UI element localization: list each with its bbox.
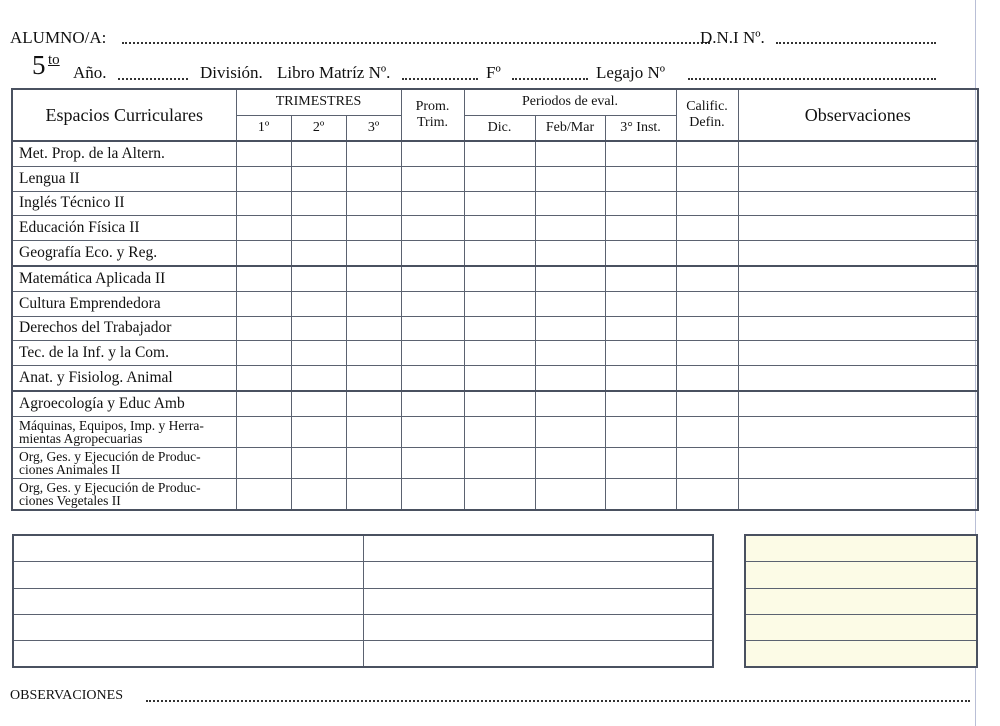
folio-field[interactable] (512, 78, 588, 80)
extra-cell[interactable] (363, 614, 713, 640)
extra-cell[interactable] (363, 588, 713, 614)
col-header-subjects: Espacios Curriculares (12, 89, 236, 141)
highlighted-row (745, 614, 977, 640)
extra-row (13, 535, 713, 562)
subject-name-line: ciones Animales II (19, 461, 121, 477)
subject-name: Geografía Eco. y Reg. (12, 241, 236, 266)
grade-cell[interactable] (236, 316, 291, 341)
grade-cell[interactable] (676, 241, 738, 266)
extra-grid (12, 534, 714, 668)
col-header-trimestres: TRIMESTRES (236, 89, 401, 115)
grade-cell[interactable] (738, 366, 978, 391)
grade-cell[interactable] (291, 447, 346, 478)
subject-row (12, 416, 978, 447)
grade-cell[interactable] (676, 166, 738, 191)
subject-name: Tec. de la Inf. y la Com. (12, 341, 236, 366)
highlighted-cell[interactable] (745, 562, 977, 588)
prom-line1: Prom. (415, 98, 450, 114)
grade-cell[interactable] (346, 166, 401, 191)
grade-cell[interactable] (676, 316, 738, 341)
subject-row (12, 447, 978, 478)
col-header-trim-3: 3º (346, 115, 401, 141)
subject-row (12, 266, 978, 291)
grade-cell[interactable] (291, 316, 346, 341)
division-label: División. (200, 63, 263, 82)
alumno-field[interactable] (122, 42, 710, 44)
grade-cell[interactable] (346, 191, 401, 216)
grade-cell[interactable] (464, 191, 535, 216)
grade-cell[interactable] (676, 216, 738, 241)
subject-row (12, 341, 978, 366)
grade-cell[interactable] (535, 141, 605, 166)
subject-row (12, 166, 978, 191)
extra-cell[interactable] (13, 535, 363, 562)
highlighted-cell[interactable] (745, 588, 977, 614)
grade-cell[interactable] (535, 366, 605, 391)
grade-cell[interactable] (605, 241, 676, 266)
grade-cell[interactable] (346, 316, 401, 341)
grade-cell[interactable] (346, 241, 401, 266)
extra-row (13, 588, 713, 614)
grade-cell[interactable] (236, 241, 291, 266)
grade-cell[interactable] (291, 391, 346, 416)
grade-cell[interactable] (605, 478, 676, 510)
grade-cell[interactable] (535, 478, 605, 510)
grade-cell[interactable] (401, 341, 464, 366)
prom-line2: Trim. (416, 115, 448, 130)
extra-cell[interactable] (13, 614, 363, 640)
dni-label: D.N.I Nº. (700, 28, 765, 47)
footer-observaciones (10, 688, 123, 704)
grade-cell[interactable] (401, 166, 464, 191)
grade-cell[interactable] (738, 478, 978, 510)
legajo-field[interactable] (688, 78, 936, 80)
legajo-label: Legajo Nº (596, 63, 665, 82)
grade-cell[interactable] (346, 141, 401, 166)
grade-cell[interactable] (236, 191, 291, 216)
grade-cell[interactable] (535, 416, 605, 447)
grade-cell[interactable] (738, 166, 978, 191)
grade-cell[interactable] (346, 216, 401, 241)
grade-cell[interactable] (236, 366, 291, 391)
grade-cell[interactable] (346, 366, 401, 391)
highlighted-cell[interactable] (745, 641, 977, 668)
extra-cell[interactable] (363, 641, 713, 668)
grade-cell[interactable] (291, 291, 346, 316)
grade-cell[interactable] (346, 341, 401, 366)
grade-cell[interactable] (291, 166, 346, 191)
grade-cell[interactable] (236, 266, 291, 291)
grade-cell[interactable] (236, 447, 291, 478)
grade-cell[interactable] (401, 391, 464, 416)
grade-cell[interactable] (738, 316, 978, 341)
grade-cell[interactable] (676, 478, 738, 510)
grade-cell[interactable] (346, 291, 401, 316)
grade-cell[interactable] (464, 266, 535, 291)
grade-cell[interactable] (738, 447, 978, 478)
subject-name (12, 478, 236, 510)
subject-name (12, 416, 236, 447)
grade-cell[interactable] (401, 447, 464, 478)
grade-cell[interactable] (346, 478, 401, 510)
subject-name-line: Org, Ges. y Ejecución de Produc- (19, 479, 201, 495)
calific-line1: Calific. (686, 98, 728, 114)
grade-cell[interactable] (464, 291, 535, 316)
highlighted-grid (744, 534, 978, 668)
folio-label: Fº (486, 63, 501, 82)
grade-cell[interactable] (464, 316, 535, 341)
subject-name: Met. Prop. de la Altern. (12, 141, 236, 166)
grade-cell[interactable] (464, 141, 535, 166)
grade-cell[interactable] (605, 341, 676, 366)
grade-cell[interactable] (236, 216, 291, 241)
grade-cell[interactable] (535, 341, 605, 366)
grade-cell[interactable] (605, 316, 676, 341)
grade-cell[interactable] (676, 266, 738, 291)
grade-cell[interactable] (464, 166, 535, 191)
grade-cell[interactable] (676, 447, 738, 478)
subject-row (12, 478, 978, 510)
grade-cell[interactable] (535, 166, 605, 191)
libro-field[interactable] (402, 78, 478, 80)
grade-cell[interactable] (346, 447, 401, 478)
col-header-trim-1: 1º (236, 115, 291, 141)
grade-cell[interactable] (676, 366, 738, 391)
libro-label: Libro Matríz Nº. (277, 63, 391, 82)
grade-cell[interactable] (738, 266, 978, 291)
grade-cell[interactable] (605, 391, 676, 416)
grade-cell[interactable] (464, 416, 535, 447)
grade-cell[interactable] (605, 141, 676, 166)
grade-cell[interactable] (535, 216, 605, 241)
grade-cell[interactable] (464, 216, 535, 241)
grade-number: 5 (32, 50, 46, 80)
grade-cell[interactable] (676, 291, 738, 316)
grade-cell[interactable] (676, 141, 738, 166)
grade-cell[interactable] (464, 447, 535, 478)
grade-cell[interactable] (291, 191, 346, 216)
subject-name: Derechos del Trabajador (12, 316, 236, 341)
highlighted-cell[interactable] (745, 535, 977, 562)
grade-cell[interactable] (291, 341, 346, 366)
extra-cell[interactable] (363, 562, 713, 588)
grade-cell[interactable] (738, 341, 978, 366)
extra-row (13, 614, 713, 640)
grade-cell[interactable] (605, 266, 676, 291)
dni-field[interactable] (776, 42, 936, 44)
col-header-trim-2: 2º (291, 115, 346, 141)
grade-cell[interactable] (291, 266, 346, 291)
subject-name: Inglés Técnico II (12, 191, 236, 216)
grade-cell[interactable] (401, 216, 464, 241)
col-header-dic: Dic. (464, 115, 535, 141)
col-header-prom (401, 89, 464, 141)
grade-cell[interactable] (738, 391, 978, 416)
grade-cell[interactable] (535, 447, 605, 478)
grade-cell[interactable] (605, 447, 676, 478)
grade-cell[interactable] (291, 366, 346, 391)
extra-row (13, 641, 713, 668)
extra-cell[interactable] (13, 641, 363, 668)
grade-cell[interactable] (236, 478, 291, 510)
grade-cell[interactable] (676, 391, 738, 416)
footer-observaciones-field[interactable] (146, 700, 970, 702)
subject-row (12, 216, 978, 241)
subject-name: Anat. y Fisiolog. Animal (12, 366, 236, 391)
subject-row (12, 316, 978, 341)
col-header-calific (676, 89, 738, 141)
col-header-observaciones: Observaciones (738, 89, 978, 141)
subject-name: Educación Física II (12, 216, 236, 241)
grade-cell[interactable] (401, 366, 464, 391)
grade-cell[interactable] (236, 391, 291, 416)
extra-row (13, 562, 713, 588)
grade-cell[interactable] (605, 191, 676, 216)
grades-table (11, 88, 979, 511)
grade-cell[interactable] (236, 341, 291, 366)
grade-cell[interactable] (605, 416, 676, 447)
grade-cell[interactable] (464, 241, 535, 266)
grade-cell[interactable] (738, 241, 978, 266)
grade-cell[interactable] (535, 291, 605, 316)
grade-cell[interactable] (236, 416, 291, 447)
grade-cell[interactable] (401, 266, 464, 291)
grade-cell[interactable] (401, 141, 464, 166)
grade-cell[interactable] (605, 216, 676, 241)
grade-cell[interactable] (535, 266, 605, 291)
extra-cell[interactable] (13, 588, 363, 614)
grade-cell[interactable] (401, 191, 464, 216)
subject-name: Cultura Emprendedora (12, 291, 236, 316)
grade-cell[interactable] (605, 366, 676, 391)
col-header-periodos: Periodos de eval. (464, 89, 676, 115)
grade-cell[interactable] (291, 141, 346, 166)
highlighted-row (745, 588, 977, 614)
subject-row (12, 366, 978, 391)
grade-cell[interactable] (464, 341, 535, 366)
grade-cell[interactable] (464, 391, 535, 416)
highlighted-row (745, 535, 977, 562)
subject-name-line: mientas Agropecuarias (19, 430, 143, 446)
grade-cell[interactable] (535, 391, 605, 416)
grade-cell[interactable] (535, 316, 605, 341)
record-header-line (10, 52, 938, 84)
grade-cell[interactable] (346, 416, 401, 447)
highlighted-row (745, 562, 977, 588)
grade-cell[interactable] (291, 416, 346, 447)
anio-field[interactable] (118, 78, 188, 80)
extra-cell[interactable] (363, 535, 713, 562)
extra-cell[interactable] (13, 562, 363, 588)
subject-row (12, 391, 978, 416)
grade-cell[interactable] (738, 216, 978, 241)
grade-cell[interactable] (236, 166, 291, 191)
subject-name: Agroecología y Educ Amb (12, 391, 236, 416)
grade-cell[interactable] (401, 416, 464, 447)
grade-cell[interactable] (605, 291, 676, 316)
student-header-line (10, 28, 938, 50)
subject-name (12, 447, 236, 478)
grade-cell[interactable] (291, 241, 346, 266)
highlighted-cell[interactable] (745, 614, 977, 640)
subject-name: Matemática Aplicada II (12, 266, 236, 291)
col-header-3inst: 3° Inst. (605, 115, 676, 141)
grade-cell[interactable] (738, 141, 978, 166)
subject-row (12, 241, 978, 266)
grade-cell[interactable] (346, 391, 401, 416)
grade-cell[interactable] (346, 266, 401, 291)
grade-cell[interactable] (464, 366, 535, 391)
alumno-label: ALUMNO/A: (10, 28, 107, 47)
grade-cell[interactable] (401, 478, 464, 510)
grade-cell[interactable] (236, 291, 291, 316)
subject-name-line: Org, Ges. y Ejecución de Produc- (19, 448, 201, 464)
subject-name: Lengua II (12, 166, 236, 191)
grade-cell[interactable] (676, 341, 738, 366)
grade-cell[interactable] (401, 316, 464, 341)
grade-cell[interactable] (464, 478, 535, 510)
anio-label: Año. (73, 63, 107, 82)
grade-cell[interactable] (291, 216, 346, 241)
grade-suffix: to (48, 52, 60, 68)
grade-cell[interactable] (535, 191, 605, 216)
calific-line2: Defin. (689, 115, 725, 130)
subject-name-line: Máquinas, Equipos, Imp. y Herra- (19, 417, 204, 433)
grade-cell[interactable] (535, 241, 605, 266)
col-header-febmar: Feb/Mar (535, 115, 605, 141)
grade-cell[interactable] (236, 141, 291, 166)
grade-cell[interactable] (738, 416, 978, 447)
grade-cell[interactable] (401, 291, 464, 316)
subject-row (12, 141, 978, 166)
highlighted-row (745, 641, 977, 668)
grade-cell[interactable] (676, 191, 738, 216)
subject-row (12, 291, 978, 316)
grade-cell[interactable] (605, 166, 676, 191)
subject-name-line: ciones Vegetales II (19, 492, 121, 508)
grade-cell[interactable] (738, 291, 978, 316)
grade-cell[interactable] (676, 416, 738, 447)
footer-observaciones-label: OBSERVACIONES (10, 688, 123, 703)
subject-row (12, 191, 978, 216)
grade-cell[interactable] (738, 191, 978, 216)
grade-cell[interactable] (291, 478, 346, 510)
grade-cell[interactable] (401, 241, 464, 266)
